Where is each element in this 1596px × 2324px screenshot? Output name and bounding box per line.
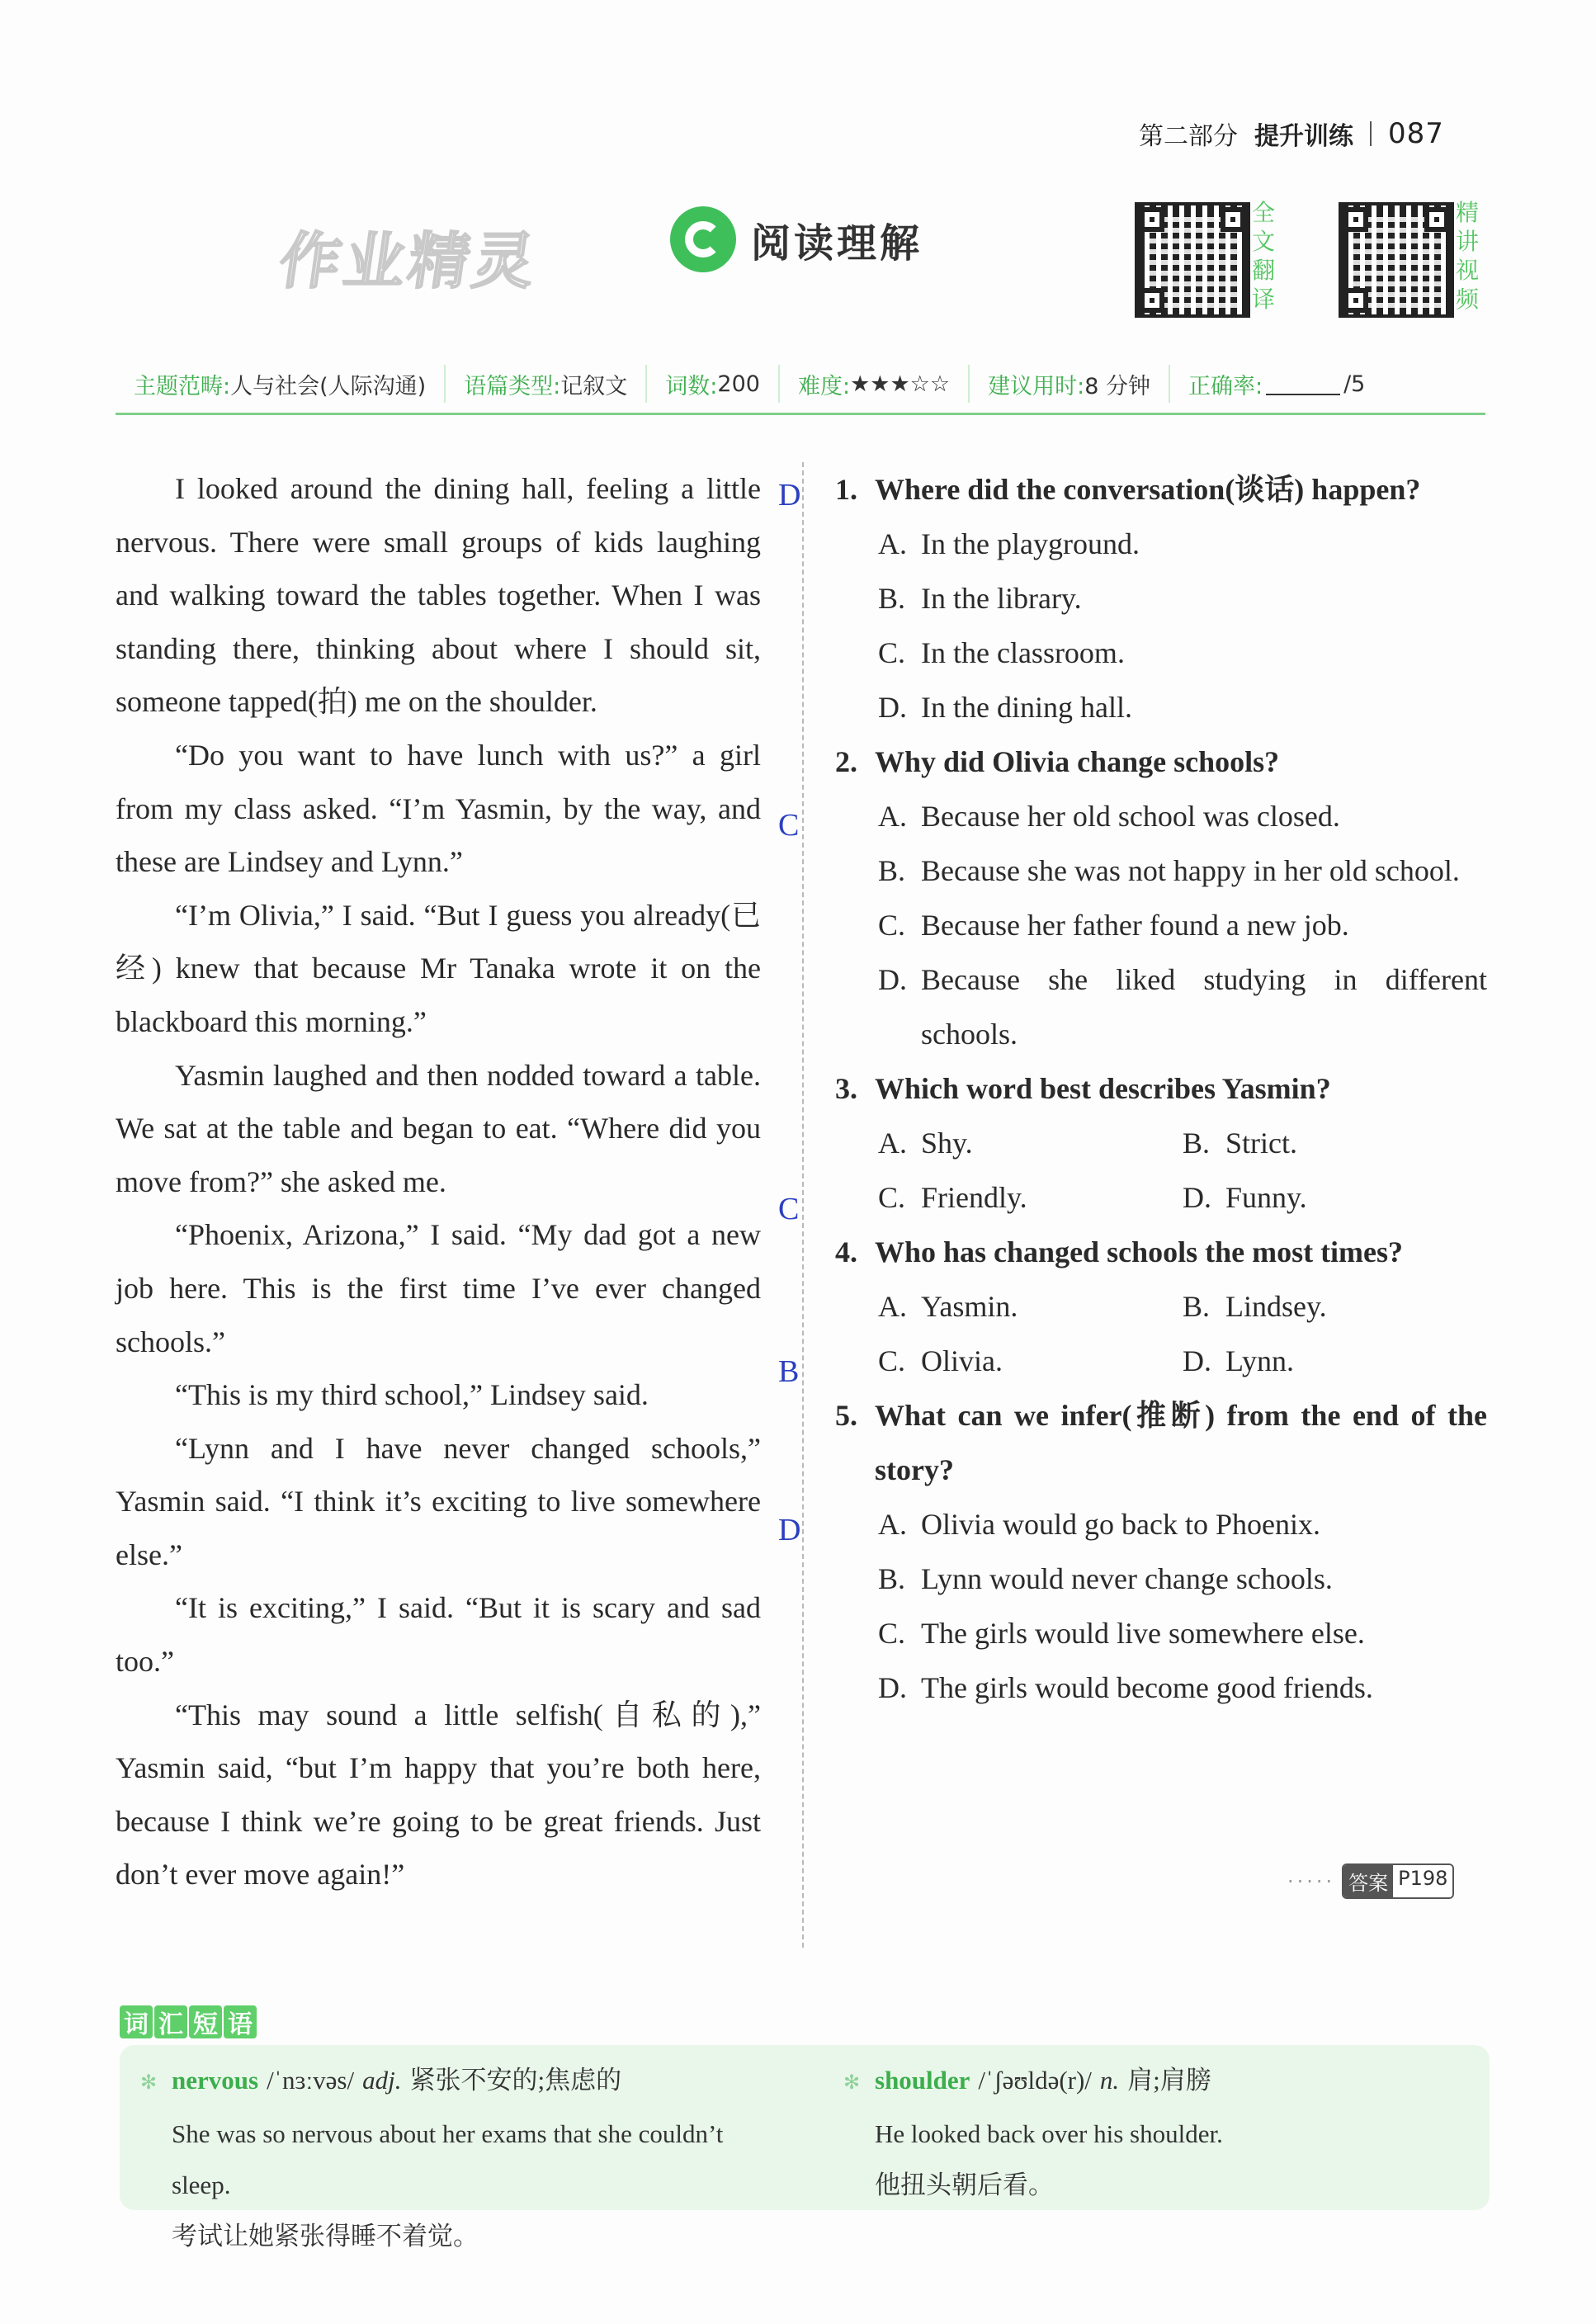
info-accuracy: 正确率: /5 [1188,371,1366,399]
option[interactable]: C. Friendly. [878,1181,1027,1214]
option[interactable]: B. Strict. [1183,1127,1297,1160]
passage-paragraph: “This may sound a little selfish(自私的),” Yasmin said, “but I’m happy that you’re both here, because I think we’re going to be great friends. Just don’t ever move again!” [116,1698,761,1892]
option[interactable]: C. Because her father found a new job. [878,909,1349,942]
option[interactable]: A. Because her old school was closed. [878,800,1340,833]
vocab-entry-shoulder: ✻ shoulder /ˈʃəʊldə(r)/ n. 肩;肩膀 He looked back over his shoulder. 他扭头朝后看。 [843,2055,1471,2211]
qr-label-translation: 全 文 翻 译 [1251,199,1275,313]
handwritten-answer-3: C [778,1192,800,1226]
qr-label-video: 精 讲 视 频 [1455,199,1479,313]
question-5: 5. What can we infer(推断) from the end of the story? [835,1399,1487,1486]
info-time: 建议用时: 8 分钟 [970,365,1170,403]
handwritten-answer-1: D [778,478,801,513]
info-word-count: 词数: 200 [647,365,780,403]
passage-paragraph: “It is exciting,” I said. “But it is scary and sad too.” [116,1591,761,1679]
vocab-title: 词 汇 短 语 [120,2005,257,2038]
option[interactable]: B. In the library. [878,582,1082,615]
passage-paragraph: “I’m Olivia,” I said. “But I guess you already(已经) knew that because Mr Tanaka wrote it on the blackboard this morning.” [116,898,761,1038]
option[interactable]: D. The girls would become good friends. [878,1671,1373,1704]
option[interactable]: A. Olivia would go back to Phoenix. [878,1508,1320,1541]
passage-paragraph: “Phoenix, Arizona,” I said. “My dad got a new job here. This is the first time I’ve ever changed schools.” [116,1218,761,1358]
header-section: 第二部分 [1139,122,1238,151]
handwritten-answer-4: B [778,1354,800,1389]
watermark-logo: 作业精灵 [275,226,543,297]
info-bar [116,355,1485,415]
option[interactable]: D. In the dining hall. [878,691,1132,724]
info-genre: 语篇类型: 记叙文 [446,365,647,403]
option[interactable]: A. Shy. [878,1127,973,1160]
section-title [670,206,923,272]
answer-key-reference[interactable]: ····· 答案 P198 [1287,1863,1454,1899]
question-list [835,462,1487,1715]
option[interactable]: D. Lynn. [1183,1344,1295,1377]
option[interactable]: C. Olivia. [878,1344,1003,1377]
accuracy-blank[interactable] [1266,372,1340,395]
passage-paragraph: “This is my third school,” Lindsey said. [175,1378,649,1412]
handwritten-answer-5: D [778,1513,801,1547]
header-subsection: 提升训练 [1254,122,1353,151]
reading-passage [116,462,761,1901]
option[interactable]: A. Yasmin. [878,1290,1018,1323]
info-difficulty: 难度: ★★★☆☆ [780,365,970,403]
question-4: 4. Who has changed schools the most times? [835,1235,1404,1268]
column-divider [802,462,804,1948]
question-2: 2. Why did Olivia change schools? [835,745,1280,778]
star-icon: ✻ [843,2072,861,2094]
option[interactable]: C. In the classroom. [878,636,1125,669]
handwritten-answer-2: C [778,808,800,843]
option[interactable]: B. Lynn would never change schools. [878,1562,1333,1595]
running-header [1139,116,1444,152]
passage-paragraph: “Lynn and I have never changed schools,” Yasmin said. “I think it’s exciting to live somewhere else.” [116,1431,761,1571]
passage-paragraph: “Do you want to have lunch with us?” a girl from my class asked. “I’m Yasmin, by the way, and these are Lindsey and Lynn.” [116,738,761,879]
option[interactable]: C. The girls would live somewhere else. [878,1617,1365,1650]
page-number: 087 [1388,117,1444,150]
vocab-entry-nervous: ✻ nervous /ˈnɜːvəs/ adj. 紧张不安的;焦虑的 She was so nervous about her exams that she couldn’t sleep. 考试让她紧张得睡不着觉。 [140,2055,784,2262]
header-divider [1370,121,1372,146]
qr-code-video[interactable] [1339,202,1454,318]
option[interactable]: B. Because she was not happy in her old school. [878,854,1460,887]
question-3: 3. Which word best describes Yasmin? [835,1072,1331,1105]
passage-paragraph: I looked around the dining hall, feeling a little nervous. There were small groups of kids laughing and walking toward the tables together. When I was standing there, thinking about where I should sit, someone tapped(拍) me on the shoulder. [116,472,761,719]
option[interactable]: B. Lindsey. [1183,1290,1327,1323]
option[interactable]: D. Because she liked studying in different schools. [878,963,1487,1051]
question-1: 1. Where did the conversation(谈话) happen? [835,473,1421,506]
qr-code-translation[interactable] [1135,202,1250,318]
option[interactable]: D. Funny. [1183,1181,1307,1214]
star-icon: ✻ [140,2072,158,2094]
section-title-text: 阅读理解 [751,220,923,267]
option[interactable]: A. In the playground. [878,527,1140,560]
info-theme: 主题范畴: 人与社会(人际沟通) [116,365,446,403]
passage-paragraph: Yasmin laughed and then nodded toward a table. We sat at the table and began to eat. “Where did you move from?” she asked me. [116,1058,761,1198]
reading-c-icon [670,206,736,272]
